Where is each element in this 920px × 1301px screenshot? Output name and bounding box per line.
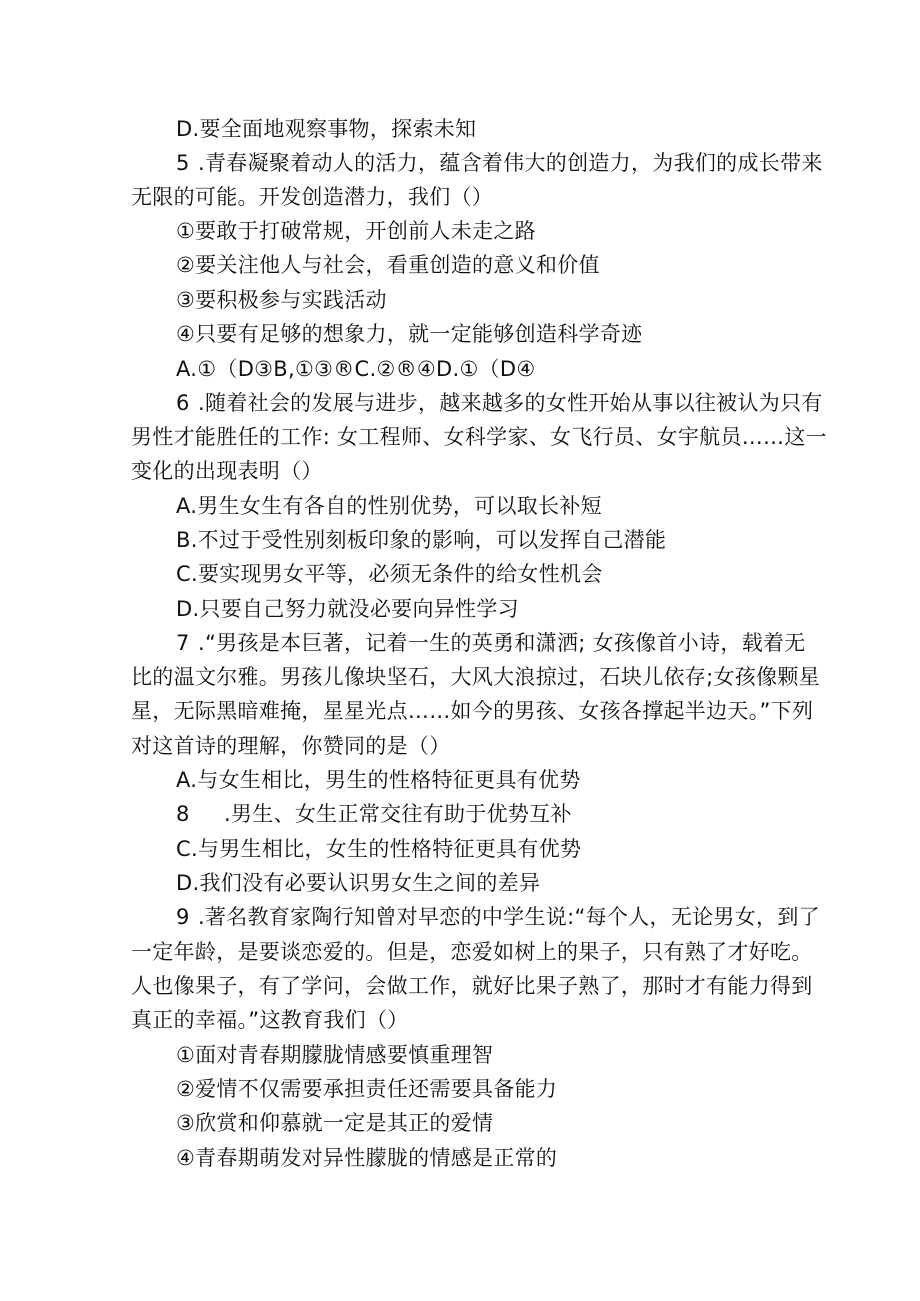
q7-stem-line2: 比的温文尔雅。男孩儿像块坚石，大风大浪掠过，石块儿依存;女孩像颗星 bbox=[131, 665, 820, 689]
q4-option-d: D.要全面地观察事物，探索未知 bbox=[176, 117, 477, 141]
q5-item3: ③要积极参与实践活动 bbox=[176, 288, 387, 312]
q7-option-b bbox=[176, 797, 572, 831]
q5-item1: ①要敢于打破常规，开创前人未走之路 bbox=[176, 219, 536, 243]
q5-item2: ②要关注他人与社会，看重创造的意义和价值 bbox=[176, 253, 600, 277]
q9-stem-line1 bbox=[176, 900, 820, 934]
q9-stem-text1: .著名教育家陶行知曾对早恋的中学生说:“每个人，无论男女，到了 bbox=[198, 905, 820, 929]
q6-stem-line1 bbox=[176, 386, 823, 420]
q7-stem-line3: 星，无际黑暗难掩，星星光点……如今的男孩、女孩各撑起半边天。”下列 bbox=[131, 699, 814, 723]
q9-item2: ②爱情不仅需要承担责任还需要具备能力 bbox=[176, 1077, 558, 1101]
q6-stem-text1: .随着社会的发展与进步，越来越多的女性开始从事以往被认为只有 bbox=[198, 391, 823, 415]
q9-item3: ③欣赏和仰慕就一定是其正的爱情 bbox=[176, 1111, 494, 1135]
q7-option-a: A.与女生相比，男生的性格特征更具有优势 bbox=[176, 768, 581, 792]
q5-stem-line2: 无限的可能。开发创造潜力，我们（） bbox=[131, 185, 494, 209]
q9-item1: ①面对青春期朦胧情感要慎重理智 bbox=[176, 1043, 494, 1067]
q6-option-d: D.只要自己努力就没必要向异性学习 bbox=[176, 597, 519, 621]
q5-options: A.①（D③B,①③®C.②®④D.①（D④ bbox=[176, 357, 536, 381]
q7-option-b-text: .男生、女生正常交往有助于优势互补 bbox=[224, 802, 572, 826]
q6-number: 6 bbox=[176, 391, 190, 415]
q7-stem-line4: 对这首诗的理解，你赞同的是（） bbox=[131, 734, 451, 758]
q6-stem-line3: 变化的出现表明（） bbox=[131, 459, 323, 483]
q6-option-c: C.要实现男女平等，必须无条件的给女性机会 bbox=[176, 562, 603, 586]
q6-stem-line2: 男性才能胜任的工作: 女工程师、女科学家、女飞行员、女宇航员……这一 bbox=[131, 425, 827, 449]
q9-number: 9 bbox=[176, 905, 190, 929]
q7-option-b-number: 8 bbox=[176, 802, 190, 826]
q9-item4: ④青春期萌发对异性朦胧的情感是正常的 bbox=[176, 1146, 558, 1170]
q6-option-b: B.不过于受性别刻板印象的影响，可以发挥自己潜能 bbox=[176, 528, 667, 552]
q9-stem-line2: 一定年龄，是要谈恋爱的。但是，恋爱如树上的果子，只有熟了才好吃。 bbox=[131, 940, 813, 964]
q7-stem-text1: .“男孩是本巨著，记着一生的英勇和潇洒; 女孩像首小诗，载着无 bbox=[198, 631, 806, 655]
q7-stem-line1 bbox=[176, 626, 806, 660]
q5-stem-text1: .青春凝聚着动人的活力，蕴含着伟大的创造力，为我们的成长带来 bbox=[198, 151, 823, 175]
q5-item4: ④只要有足够的想象力，就一定能够创造科学奇迹 bbox=[176, 322, 643, 346]
q7-number: 7 bbox=[176, 631, 190, 655]
q6-option-a: A.男生女生有各自的性别优势，可以取长补短 bbox=[176, 494, 602, 518]
q5-number: 5 bbox=[176, 151, 190, 175]
q7-option-d: D.我们没有必要认识男女生之间的差异 bbox=[176, 871, 541, 895]
q9-stem-line4: 真正的幸福。”这教育我们（） bbox=[131, 1008, 409, 1032]
q5-stem-line1 bbox=[176, 146, 823, 180]
q9-stem-line3: 人也像果子，有了学问，会做工作，就好比果子熟了，那时才有能力得到 bbox=[131, 974, 813, 998]
q7-option-c: C.与男生相比，女生的性格特征更具有优势 bbox=[176, 837, 582, 861]
